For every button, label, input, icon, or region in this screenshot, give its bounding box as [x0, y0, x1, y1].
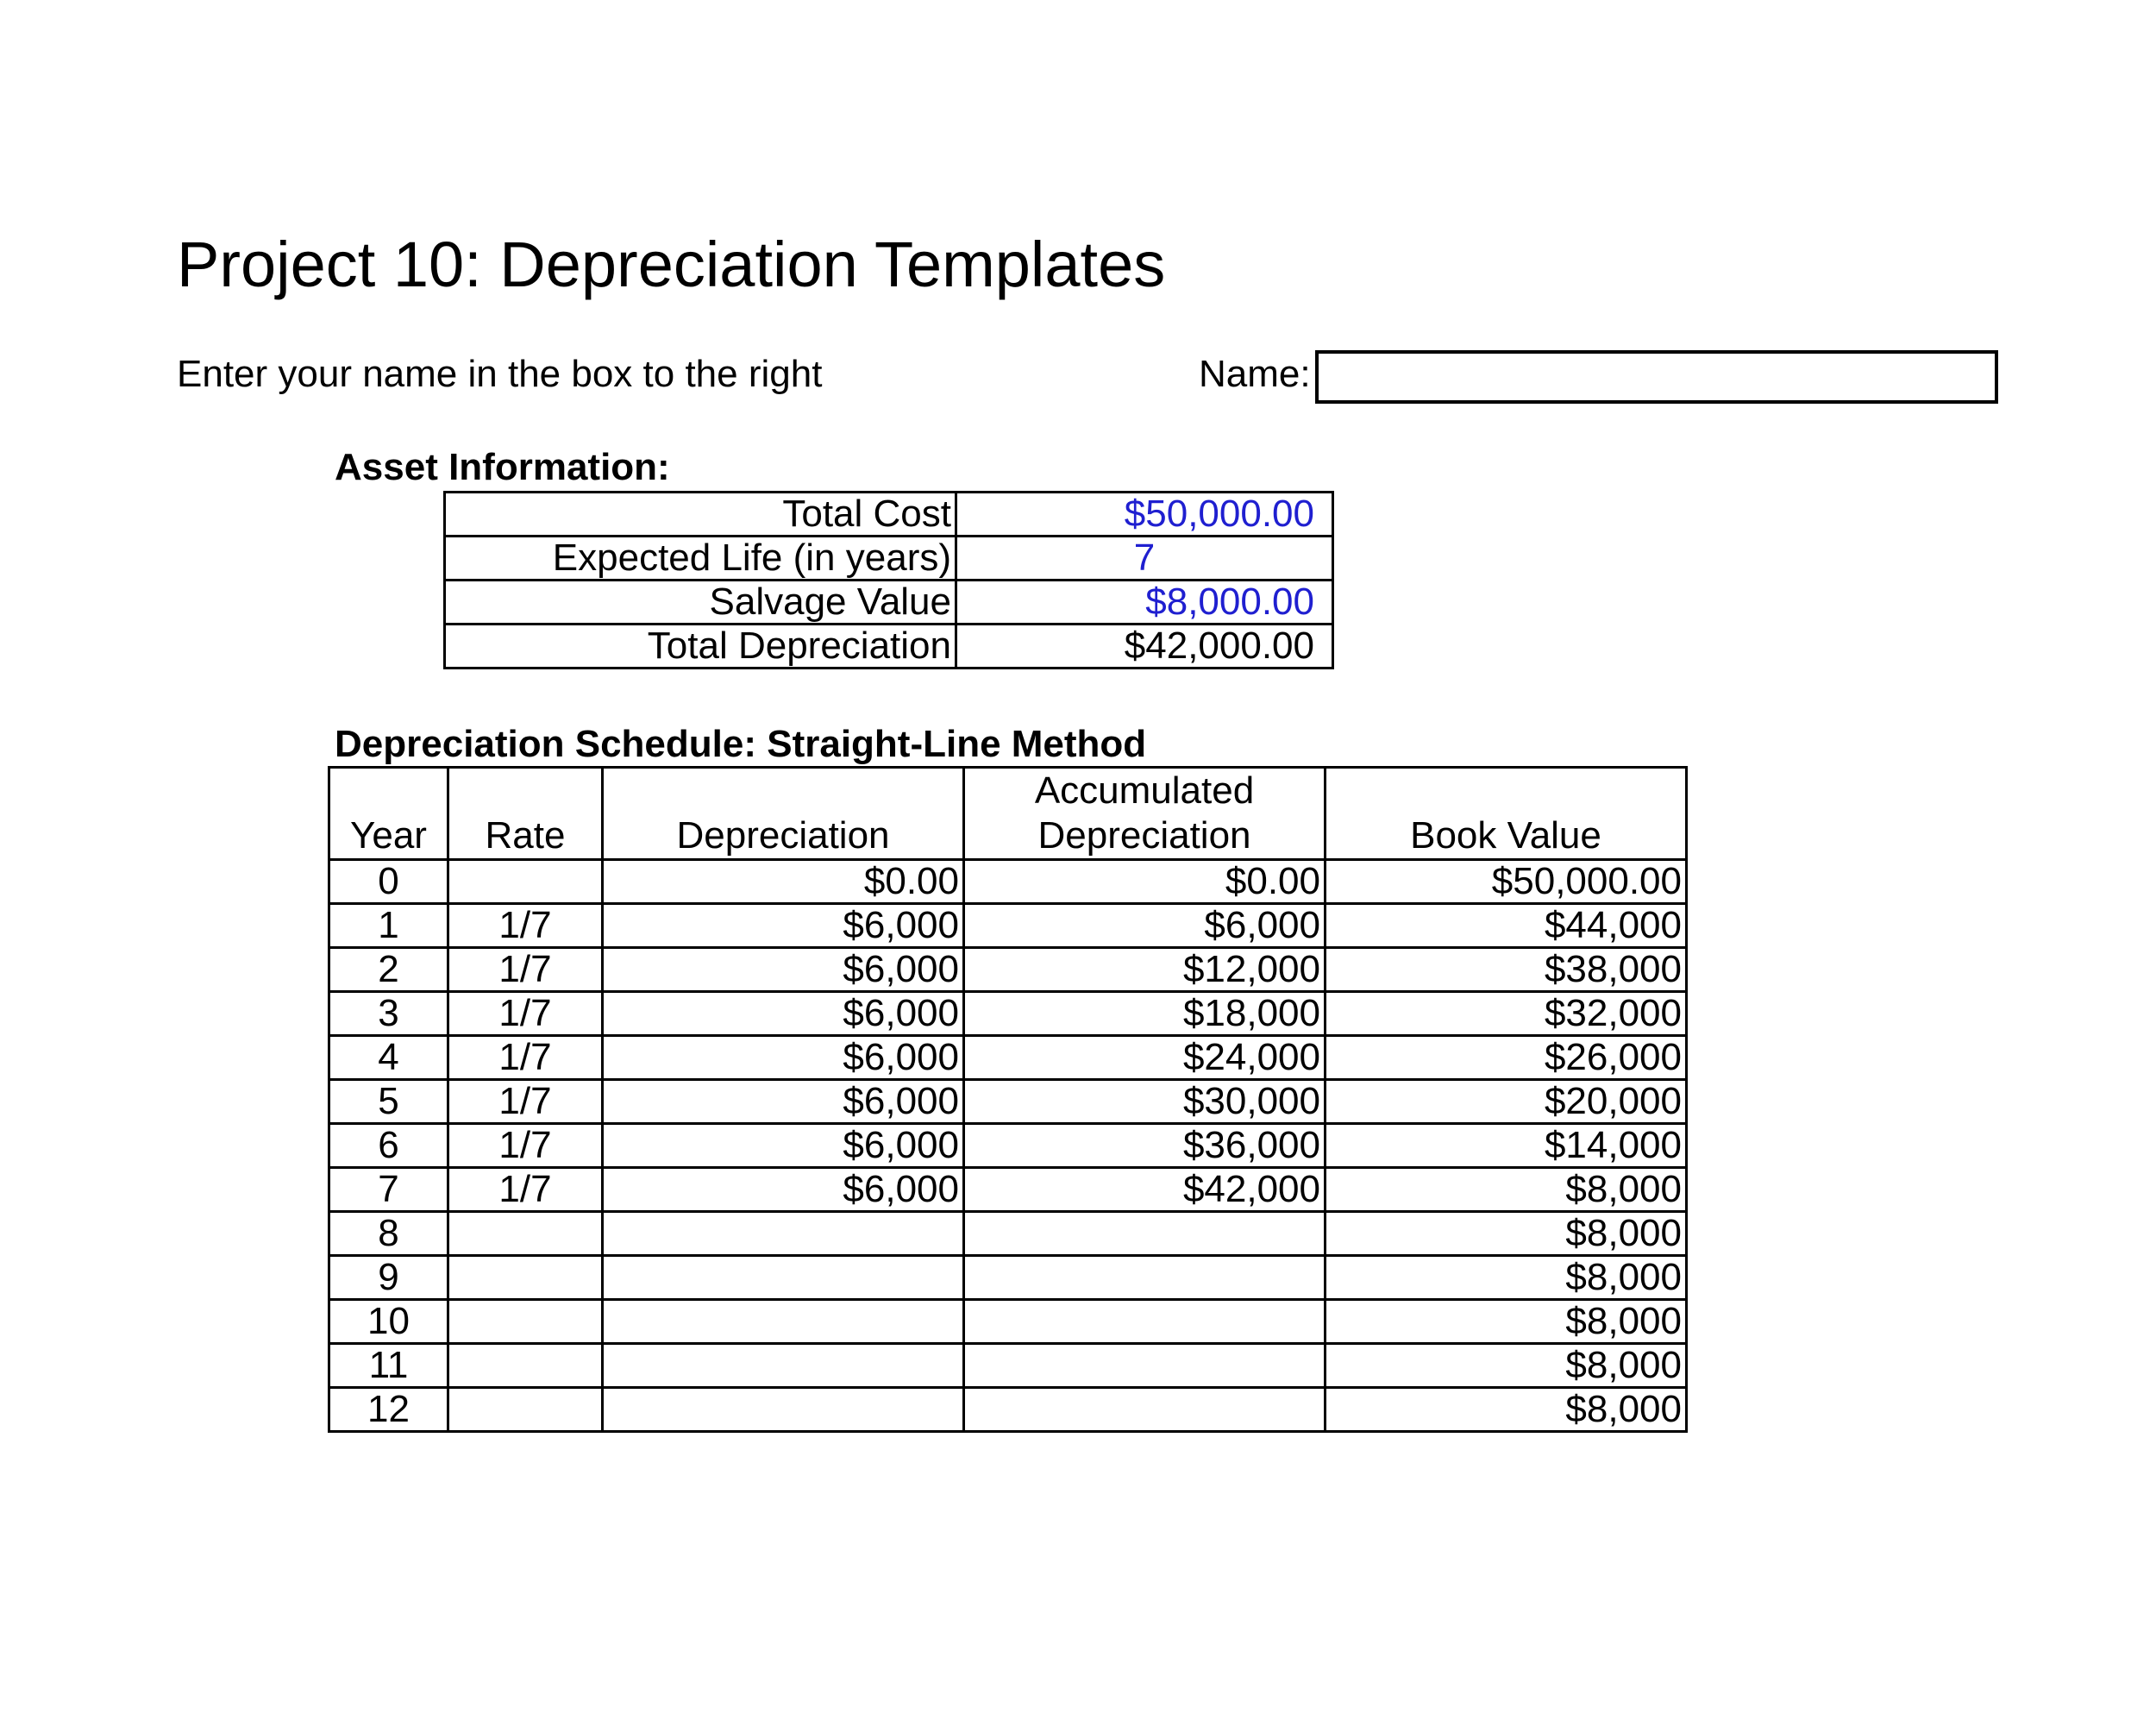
year-cell: 3 [329, 992, 448, 1036]
depreciation-cell: $6,000 [603, 1036, 964, 1080]
table-row [329, 1256, 1687, 1300]
name-input[interactable] [1315, 350, 1998, 404]
header-accumulated-line1: Accumulated [1034, 769, 1255, 812]
rate-cell [448, 1344, 603, 1388]
asset-label: Total Cost [445, 493, 956, 537]
depreciation-cell: $6,000 [603, 1080, 964, 1124]
asset-row-total-cost [445, 493, 1333, 537]
year-cell: 7 [329, 1168, 448, 1212]
table-row [329, 1124, 1687, 1168]
book-value-cell: $50,000.00 [1326, 860, 1687, 904]
name-label: Name: [1199, 353, 1311, 395]
accumulated-depreciation-cell: $12,000 [964, 948, 1326, 992]
book-value-cell: $38,000 [1326, 948, 1687, 992]
depreciation-cell [603, 1212, 964, 1256]
schedule-header-row [329, 768, 1687, 860]
book-value-cell: $8,000 [1326, 1212, 1687, 1256]
book-value-cell: $20,000 [1326, 1080, 1687, 1124]
book-value-cell: $14,000 [1326, 1124, 1687, 1168]
rate-cell: 1/7 [448, 992, 603, 1036]
accumulated-depreciation-cell [964, 1344, 1326, 1388]
table-row [329, 1168, 1687, 1212]
rate-cell [448, 1300, 603, 1344]
year-cell: 2 [329, 948, 448, 992]
rate-cell: 1/7 [448, 1124, 603, 1168]
asset-information-table [443, 491, 1334, 669]
accumulated-depreciation-cell [964, 1388, 1326, 1432]
book-value-cell: $8,000 [1326, 1300, 1687, 1344]
table-row [329, 1036, 1687, 1080]
year-cell: 11 [329, 1344, 448, 1388]
year-cell: 10 [329, 1300, 448, 1344]
accumulated-depreciation-cell [964, 1256, 1326, 1300]
accumulated-depreciation-cell: $36,000 [964, 1124, 1326, 1168]
year-cell: 9 [329, 1256, 448, 1300]
header-rate: Rate [448, 768, 603, 860]
rate-cell [448, 1256, 603, 1300]
rate-cell: 1/7 [448, 948, 603, 992]
rate-cell [448, 860, 603, 904]
name-instruction: Enter your name in the box to the right [177, 353, 823, 395]
total-depreciation-cell: $42,000.00 [956, 625, 1333, 669]
asset-information-heading: Asset Information: [335, 446, 670, 488]
asset-label: Expected Life (in years) [445, 537, 956, 581]
year-cell: 8 [329, 1212, 448, 1256]
asset-label: Salvage Value [445, 581, 956, 625]
year-cell: 5 [329, 1080, 448, 1124]
asset-row-expected-life [445, 537, 1333, 581]
accumulated-depreciation-cell: $42,000 [964, 1168, 1326, 1212]
year-cell: 6 [329, 1124, 448, 1168]
year-cell: 0 [329, 860, 448, 904]
accumulated-depreciation-cell: $18,000 [964, 992, 1326, 1036]
depreciation-cell [603, 1344, 964, 1388]
table-row [329, 1080, 1687, 1124]
rate-cell: 1/7 [448, 1036, 603, 1080]
accumulated-depreciation-cell: $24,000 [964, 1036, 1326, 1080]
header-accumulated-depreciation [964, 768, 1326, 860]
accumulated-depreciation-cell [964, 1300, 1326, 1344]
depreciation-schedule-heading: Depreciation Schedule: Straight-Line Method [335, 723, 1147, 765]
book-value-cell: $32,000 [1326, 992, 1687, 1036]
depreciation-cell: $6,000 [603, 904, 964, 948]
rate-cell [448, 1212, 603, 1256]
asset-label: Total Depreciation [445, 625, 956, 669]
accumulated-depreciation-cell: $30,000 [964, 1080, 1326, 1124]
year-cell: 1 [329, 904, 448, 948]
expected-life-cell[interactable]: 7 [956, 537, 1333, 581]
depreciation-cell [603, 1256, 964, 1300]
year-cell: 12 [329, 1388, 448, 1432]
rate-cell: 1/7 [448, 1168, 603, 1212]
depreciation-cell: $6,000 [603, 1124, 964, 1168]
table-row [329, 948, 1687, 992]
page-title: Project 10: Depreciation Templates [177, 229, 1166, 300]
table-row [329, 1388, 1687, 1432]
book-value-cell: $44,000 [1326, 904, 1687, 948]
table-row [329, 1300, 1687, 1344]
depreciation-cell: $0.00 [603, 860, 964, 904]
table-row [329, 860, 1687, 904]
accumulated-depreciation-cell: $6,000 [964, 904, 1326, 948]
header-year: Year [329, 768, 448, 860]
accumulated-depreciation-cell: $0.00 [964, 860, 1326, 904]
depreciation-cell [603, 1300, 964, 1344]
asset-row-total-depreciation [445, 625, 1333, 669]
rate-cell [448, 1388, 603, 1432]
table-row [329, 1212, 1687, 1256]
total-cost-cell[interactable]: $50,000.00 [956, 493, 1333, 537]
header-accumulated-line2: Depreciation [1037, 814, 1251, 857]
book-value-cell: $26,000 [1326, 1036, 1687, 1080]
depreciation-cell: $6,000 [603, 948, 964, 992]
book-value-cell: $8,000 [1326, 1388, 1687, 1432]
accumulated-depreciation-cell [964, 1212, 1326, 1256]
depreciation-cell [603, 1388, 964, 1432]
table-row [329, 992, 1687, 1036]
book-value-cell: $8,000 [1326, 1256, 1687, 1300]
book-value-cell: $8,000 [1326, 1168, 1687, 1212]
header-book-value: Book Value [1326, 768, 1687, 860]
depreciation-schedule-table [328, 766, 1688, 1433]
table-row [329, 1344, 1687, 1388]
rate-cell: 1/7 [448, 904, 603, 948]
year-cell: 4 [329, 1036, 448, 1080]
header-depreciation: Depreciation [603, 768, 964, 860]
book-value-cell: $8,000 [1326, 1344, 1687, 1388]
depreciation-cell: $6,000 [603, 992, 964, 1036]
asset-row-salvage-value [445, 581, 1333, 625]
rate-cell: 1/7 [448, 1080, 603, 1124]
depreciation-cell: $6,000 [603, 1168, 964, 1212]
salvage-value-cell[interactable]: $8,000.00 [956, 581, 1333, 625]
table-row [329, 904, 1687, 948]
